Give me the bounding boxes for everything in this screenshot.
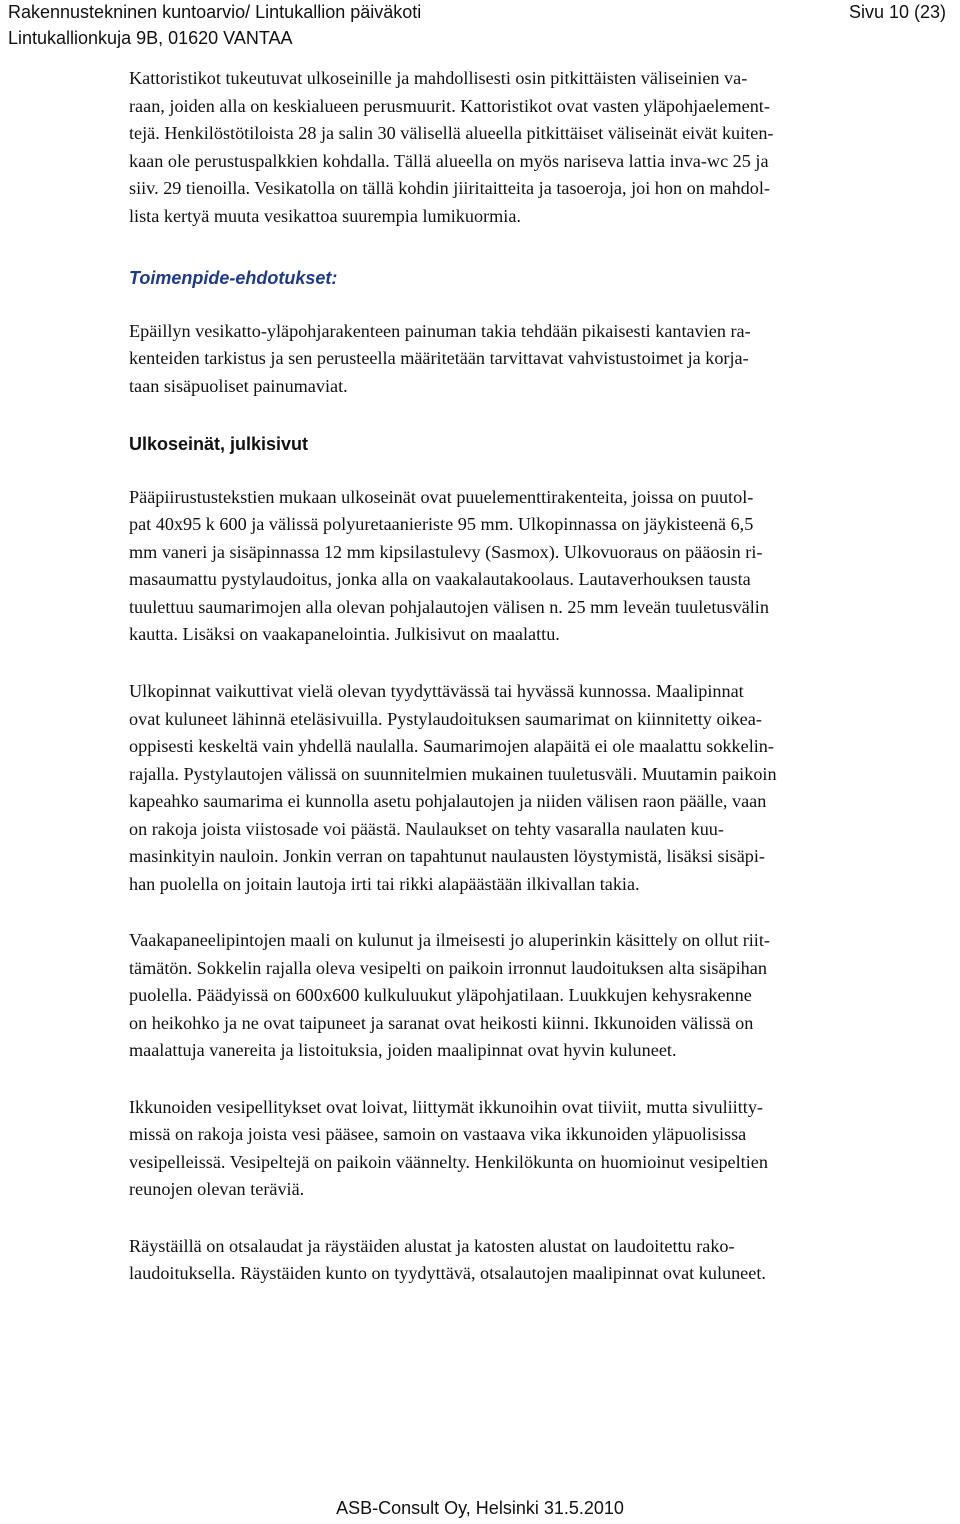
text-line: puolella. Päädyissä on 600x600 kulkuluukut yläpohjatilaan. Luukkujen kehysrakenne (129, 985, 752, 1005)
text-line: Epäillyn vesikatto-yläpohjarakenteen painuman takia tehdään pikaisesti kantavien ra- (129, 321, 751, 341)
text-line: masinkityin nauloin. Jonkin verran on tapahtunut naulausten löystymistä, lisäksi sisäpi- (129, 846, 765, 866)
text-line: kautta. Lisäksi on vaakapanelointia. Julkisivut on maalattu. (129, 624, 560, 644)
text-line: oppisesti keskeltä vain yhdellä naulalla. Saumarimojen alapäitä ei ole maalattu sokkelin- (129, 736, 774, 756)
page-number: Sivu 10 (23) (848, 2, 946, 22)
text-line: mm vaneri ja sisäpinnassa 12 mm kipsilastulevy (Sasmox). Ulkovuoraus on pääosin ri- (129, 542, 763, 562)
section-heading-walls: Ulkoseinät, julkisivut (129, 434, 309, 454)
site-address: Lintukallionkuja 9B, 01620 VANTAA (8, 28, 293, 48)
text-line: han puolella on joitain lautoja irti tai rikki alapäästään ilkivallan takia. (129, 874, 640, 894)
text-line: maalattuja vanereita ja listoituksia, joiden maalipinnat ovat hyvin kuluneet. (129, 1040, 677, 1060)
text-line: Ulkopinnat vaikuttivat vielä olevan tyydyttävässä tai hyvässä kunnossa. Maalipinnat (129, 681, 744, 701)
text-line: Kattoristikot tukeutuvat ulkoseinille ja mahdollisesti osin pitkittäisten väliseinien va- (129, 68, 748, 88)
text-line: on heikohko ja ne ovat taipuneet ja saranat ovat heikosti kiinni. Ikkunoiden välissä on (129, 1013, 754, 1033)
text-line: rajalla. Pystylautojen välissä on suunnitelmien mukainen tuuletusväli. Muutamin paikoin (129, 764, 777, 784)
text-line: missä on rakoja joista vesi pääsee, samoin on vastaava vika ikkunoiden yläpuolisissa (129, 1124, 747, 1144)
document-title: Rakennustekninen kuntoarvio/ Lintukallion päiväkoti (8, 2, 422, 22)
text-line: lista kertyä muuta vesikattoa suurempia lumikuormia. (129, 206, 521, 226)
text-line: Ikkunoiden vesipellitykset ovat loivat, liittymät ikkunoihin ovat tiiviit, mutta sivuliitty- (129, 1097, 763, 1117)
page-footer: ASB-Consult Oy, Helsinki 31.5.2010 (336, 1498, 624, 1518)
text-line: raan, joiden alla on keskialueen perusmuurit. Kattoristikot ovat vasten yläpohjaelement- (129, 96, 770, 116)
text-line: vesipelleissä. Vesipeltejä on paikoin väännelty. Henkilökunta on huomioinut vesipeltien (129, 1152, 768, 1172)
text-line: Vaakapaneelipintojen maali on kulunut ja ilmeisesti jo aluperinkin käsittely on ollut riit- (129, 930, 770, 950)
text-line: tuulettuu saumarimojen alla olevan pohjalautojen välisen n. 25 mm leveän tuuletusvälin (129, 597, 769, 617)
text-line: pat 40x95 k 600 ja välissä polyuretaanieriste 95 mm. Ulkopinnassa on jäykisteenä 6,5 (129, 514, 754, 534)
text-line: siiv. 29 tienoilla. Vesikatolla on tällä kohdin jiiritaitteita ja tasoeroja, joi hon on mahdol- (129, 178, 770, 198)
text-line: tämätön. Sokkelin rajalla oleva vesipelti on paikoin irronnut laudoituksen alta sisäpihan (129, 958, 767, 978)
text-line: reunojen olevan teräviä. (129, 1179, 305, 1199)
text-line: masaumattu pystylaudoitus, jonka alla on vaakalautakoolaus. Lautaverhouksen tausta (129, 569, 751, 589)
text-line: on rakoja joista viistosade voi päästä. Naulaukset on tehty vasaralla naulaten kuu- (129, 819, 724, 839)
text-line: Räystäillä on otsalaudat ja räystäiden alustat ja katosten alustat on laudoitettu rako- (129, 1236, 735, 1256)
text-line: ovat kuluneet lähinnä eteläsivuilla. Pystylaudoituksen saumarimat on kiinnitetty oikea- (129, 709, 762, 729)
text-line: Pääpiirustustekstien mukaan ulkoseinät ovat puuelementtirakenteita, joissa on puutol- (129, 487, 754, 507)
text-line: laudoituksella. Räystäiden kunto on tyydyttävä, otsalautojen maalipinnat ovat kuluneet. (129, 1263, 766, 1283)
text-line: taan sisäpuoliset painumaviat. (129, 376, 348, 396)
section-heading-actions: Toimenpide-ehdotukset: (129, 268, 338, 288)
text-line: tejä. Henkilöstötiloista 28 ja salin 30 välisellä alueella pitkittäiset väliseinät eivät kuiten- (129, 123, 774, 143)
text-line: kapeahko saumarima ei kunnolla asetu pohjalautojen ja niiden välisen raon päälle, vaan (129, 791, 767, 811)
text-line: kaan ole perustuspalkkien kohdalla. Tällä alueella on myös nariseva lattia inva-wc 25 ja (129, 151, 769, 171)
text-line: kenteiden tarkistus ja sen perusteella määritetään tarvittavat vahvistustoimet ja korja- (129, 348, 749, 368)
